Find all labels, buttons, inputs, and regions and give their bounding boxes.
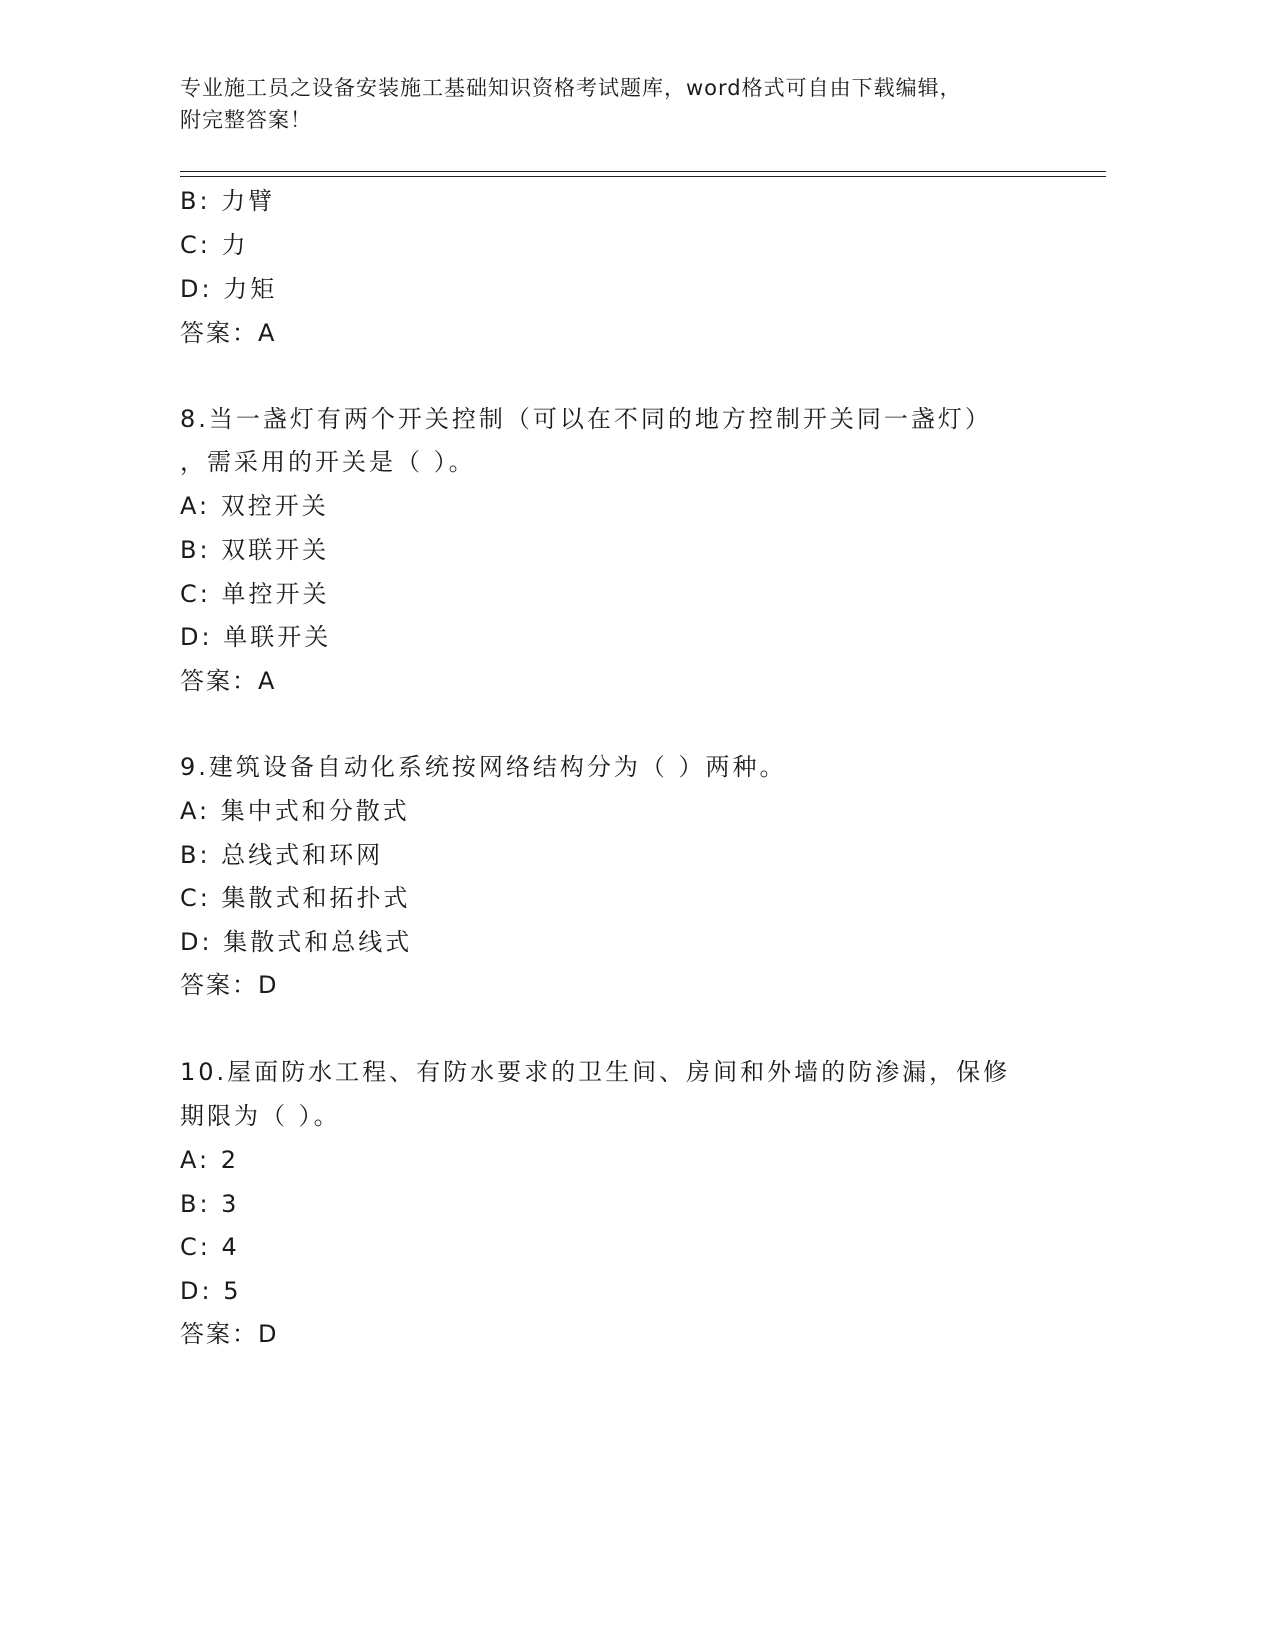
- q10-option-b: B: 3: [180, 1190, 240, 1218]
- document-header: [180, 72, 1100, 136]
- q9-option-b: B: 总线式和环网: [180, 841, 384, 869]
- q8-stem-line-2: ，需采用的开关是（ ）。: [180, 448, 476, 476]
- q9-option-d: D: 集散式和总线式: [180, 928, 413, 956]
- q9-option-c: C: 集散式和拓扑式: [180, 884, 411, 912]
- prev-option-d: D: 力矩: [180, 275, 278, 303]
- header-divider-top: [180, 171, 1106, 172]
- q10-answer: 答案：D: [180, 1320, 279, 1348]
- q9-stem-line-1: 9.建筑设备自动化系统按网络结构分为（ ）两种。: [180, 753, 787, 781]
- q8-answer: 答案：A: [180, 667, 277, 695]
- q9-option-a: A: 集中式和分散式: [180, 797, 410, 825]
- q8-option-b: B: 双联开关: [180, 536, 330, 564]
- q10-option-c: C: 4: [180, 1233, 240, 1261]
- q10-stem-line-1: 10.屋面防水工程、有防水要求的卫生间、房间和外墙的防渗漏，保修: [180, 1058, 1011, 1086]
- q8-option-c: C: 单控开关: [180, 580, 330, 608]
- q10-stem-line-2: 期限为（ ）。: [180, 1102, 341, 1130]
- q8-option-d: D: 单联开关: [180, 623, 332, 651]
- q10-option-a: A: 2: [180, 1146, 239, 1174]
- q10-option-d: D: 5: [180, 1277, 242, 1305]
- header-line-1: 专业施工员之设备安装施工基础知识资格考试题库，word格式可自由下载编辑，: [180, 76, 962, 100]
- q8-option-a: A: 双控开关: [180, 492, 329, 520]
- header-divider-bottom: [180, 176, 1106, 177]
- header-line-2: 附完整答案！: [180, 108, 312, 132]
- prev-option-c: C: 力: [180, 231, 249, 259]
- q8-stem-line-1: 8.当一盏灯有两个开关控制（可以在不同的地方控制开关同一盏灯）: [180, 405, 992, 433]
- q9-answer: 答案：D: [180, 971, 279, 999]
- prev-option-b: B: 力臂: [180, 187, 276, 215]
- prev-answer: 答案：A: [180, 319, 277, 347]
